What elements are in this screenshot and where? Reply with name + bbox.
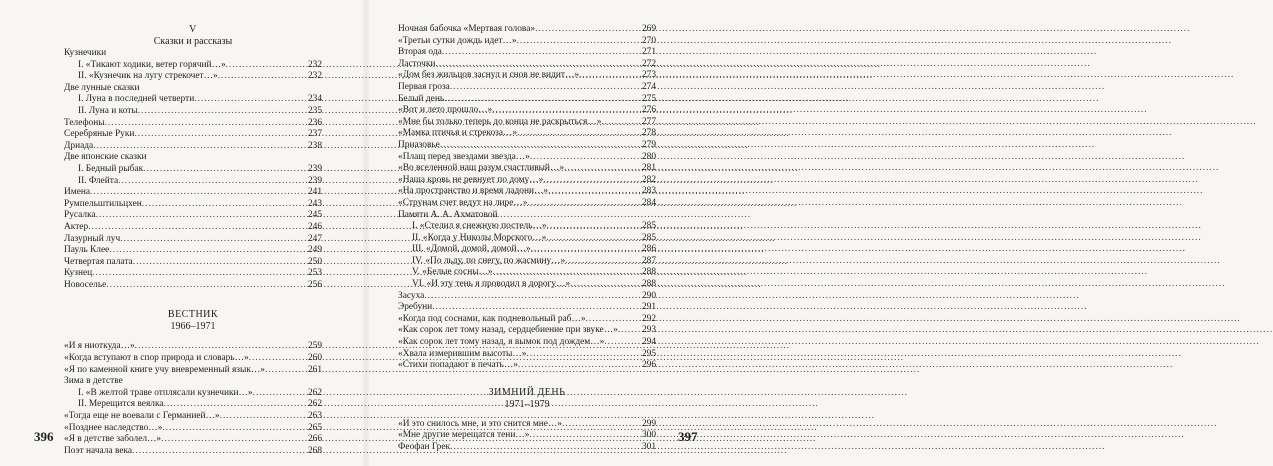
section-title: ВЕСТНИК — [167, 309, 219, 321]
dot-leader — [93, 141, 308, 153]
dot-leader — [531, 244, 642, 256]
toc-entry-title: Русалка — [64, 210, 96, 221]
dot-leader — [527, 198, 641, 210]
toc-entry — [64, 71, 322, 83]
dot-leader — [432, 302, 642, 314]
toc-entry — [398, 291, 656, 303]
dot-leader — [90, 187, 308, 199]
left-page — [64, 24, 322, 457]
toc-entry — [398, 24, 656, 36]
toc-entry-title: I. «В желтой траве отплясали кузнечики…» — [78, 387, 253, 398]
toc-entry-title: Зима в детстве — [64, 376, 123, 387]
toc-entry — [64, 341, 322, 353]
dot-leader — [162, 423, 308, 435]
toc-entry-title: Телефоны — [64, 117, 105, 128]
toc-entry — [398, 152, 656, 164]
toc-entry-page: 301 — [641, 442, 656, 452]
toc-entry-title: «Наша кровь не ревнует по дому…» — [398, 174, 544, 185]
section-years: 1966–1971 — [170, 321, 216, 333]
toc-entry-title: Имена — [64, 187, 91, 198]
toc-entry — [398, 94, 656, 106]
toc-entry-title: «Я в детстве заболел…» — [64, 434, 162, 445]
dot-leader — [105, 118, 308, 130]
toc-entry-page: 269 — [641, 24, 656, 34]
toc-group-heading — [398, 210, 656, 222]
toc-entry — [64, 399, 322, 411]
dot-leader — [543, 175, 642, 187]
toc-entry-title: Лазурный луч — [64, 233, 121, 244]
toc-entry-page: 278 — [641, 128, 656, 139]
toc-entry-page: 275 — [641, 93, 656, 104]
dot-leader — [547, 221, 642, 233]
toc-entry-title: Ночная бабочка «Мертвая голова» — [398, 24, 536, 34]
toc-entry-title: «Тогда еще не воевали с Германией…» — [64, 411, 220, 422]
toc-entry-title: II. «Когда у Николы Морского…» — [412, 232, 547, 243]
toc-list-vestnik — [64, 341, 322, 457]
toc-entry-page: 300 — [641, 430, 656, 441]
toc-entry — [398, 36, 656, 48]
dot-leader — [450, 442, 642, 454]
toc-entry-title: Две японские сказки — [64, 152, 147, 163]
toc-entry-page: 265 — [307, 422, 322, 433]
dot-leader — [517, 128, 642, 140]
toc-entry-page: 277 — [641, 116, 656, 127]
toc-entry-title: I. «Стелил я снежную постель…» — [412, 221, 547, 232]
dot-leader — [194, 94, 308, 106]
toc-entry-page: 234 — [307, 94, 322, 105]
toc-entry — [398, 314, 656, 326]
toc-list-fairy-tales — [64, 48, 322, 291]
toc-entry — [398, 337, 656, 349]
dot-leader — [493, 267, 642, 279]
toc-entry-title: «Мне другие мерещатся тени…» — [398, 430, 530, 441]
toc-entry-page: 279 — [641, 139, 656, 150]
dot-leader — [138, 106, 308, 118]
toc-entry — [398, 233, 656, 245]
toc-entry — [398, 360, 656, 372]
toc-entry-page: 276 — [641, 105, 656, 116]
toc-entry-page: 243 — [307, 198, 322, 209]
toc-entry-page: 261 — [307, 364, 322, 375]
dot-leader — [579, 70, 642, 82]
toc-entry-title: «Как сорок лет тому назад, я вымок под дождем…» — [398, 337, 605, 348]
toc-entry-title: Засуха — [398, 290, 425, 301]
dot-leader — [517, 36, 642, 48]
toc-entry-title: VI. «И эту тень я проводил в дорогу…» — [412, 279, 571, 290]
dot-leader — [164, 399, 308, 411]
toc-entry-title: «Мне бы только теперь до конца не раскрыться…» — [398, 116, 602, 127]
toc-entry-title: «Плащ перед звездами звезда…» — [398, 151, 530, 162]
dot-leader — [570, 279, 642, 291]
toc-entry — [64, 199, 322, 211]
toc-entry — [398, 128, 656, 140]
toc-list-winter-day — [398, 419, 656, 454]
toc-entry-title: I. Луна в последней четверти — [78, 94, 195, 105]
toc-entry-title: Белый день — [398, 93, 445, 104]
dot-leader — [530, 152, 642, 164]
toc-entry-title: Серебряные Руки — [64, 129, 135, 140]
dot-leader — [526, 349, 642, 361]
toc-entry-title: «Когда вступают в спор природа и словарь…» — [64, 353, 249, 364]
toc-entry-title: Кузнечики — [64, 48, 107, 58]
toc-entry-page: 286 — [641, 244, 656, 255]
toc-entry — [64, 365, 322, 377]
toc-entry — [64, 353, 322, 365]
toc-entry-title: «Хвала измерившим высоты…» — [398, 348, 527, 359]
toc-entry-title: «Третьи сутки дождь идет…» — [398, 35, 517, 46]
dot-leader — [142, 199, 308, 211]
toc-entry-page: 266 — [307, 434, 322, 445]
toc-entry-title: «На пространство и время ладони…» — [398, 186, 549, 197]
toc-entry-page: 296 — [641, 360, 656, 371]
toc-entry — [398, 430, 656, 442]
toc-entry-page: 256 — [307, 279, 322, 290]
toc-entry-title: «Я по каменной книге учу вневременный язык…» — [64, 364, 265, 375]
toc-entry-title: Эребуни — [398, 302, 433, 313]
dot-leader — [133, 257, 308, 269]
section-numeral: V — [189, 24, 197, 35]
toc-group-heading — [64, 152, 322, 164]
toc-entry-page: 288 — [641, 267, 656, 278]
toc-entry-page: 285 — [641, 221, 656, 232]
toc-entry-page: 295 — [641, 348, 656, 359]
section-years: 1971–1979 — [504, 398, 550, 410]
toc-entry — [398, 163, 656, 175]
toc-group-heading — [64, 48, 322, 60]
dot-leader — [96, 210, 308, 222]
toc-entry-page: 294 — [641, 337, 656, 348]
toc-entry-page: 236 — [307, 117, 322, 128]
toc-entry — [64, 411, 322, 423]
toc-entry — [398, 117, 656, 129]
toc-entry — [64, 94, 322, 106]
toc-entry-title: Румпельштильцхен — [64, 198, 142, 209]
dot-leader — [444, 94, 642, 106]
toc-entry-title: «Стихи попадают в печать…» — [398, 360, 518, 371]
toc-entry-title: IV. «По льду, по снегу, по жасмину…» — [412, 255, 566, 266]
toc-entry-page: 237 — [307, 129, 322, 140]
toc-entry — [64, 222, 322, 234]
toc-entry — [64, 164, 322, 176]
toc-entry — [64, 129, 322, 141]
toc-entry-title: «И это снилось мне, и это снится мне…» — [398, 418, 562, 429]
toc-entry-page: 260 — [307, 353, 322, 364]
toc-entry-page: 281 — [641, 163, 656, 174]
section-heading-vestnik — [64, 309, 322, 333]
toc-entry-title: Четвертая палата — [64, 256, 133, 267]
toc-entry-page: 246 — [307, 221, 322, 232]
toc-entry — [398, 442, 656, 454]
toc-list-continued — [398, 24, 656, 372]
toc-entry — [64, 257, 322, 269]
toc-entry-page: 263 — [307, 411, 322, 422]
toc-entry — [398, 186, 656, 198]
dot-leader — [562, 419, 642, 431]
toc-entry-page: 235 — [307, 105, 322, 116]
dot-leader — [529, 430, 642, 442]
toc-entry — [398, 198, 656, 210]
toc-entry-page: 247 — [307, 233, 322, 244]
dot-leader — [161, 434, 308, 446]
toc-entry-page: 232 — [307, 71, 322, 82]
toc-entry — [398, 325, 656, 337]
dot-leader — [249, 353, 308, 365]
toc-entry-page: 292 — [641, 313, 656, 324]
toc-entry — [64, 234, 322, 246]
toc-entry-title: Пауль Клее — [64, 245, 110, 256]
toc-entry — [398, 70, 656, 82]
toc-entry — [64, 106, 322, 118]
toc-entry-page: 299 — [641, 418, 656, 429]
toc-entry-page: 250 — [307, 256, 322, 267]
toc-entry-page: 232 — [307, 59, 322, 70]
toc-entry-title: «Дом без жильцов заснул и снов не видит…» — [398, 70, 580, 81]
dot-leader — [535, 24, 642, 36]
toc-entry-title: V. «Белые сосны…» — [412, 267, 493, 278]
toc-entry-title: Вторая ода — [398, 47, 442, 58]
toc-entry-title: II. «Кузнечик на лугу стрекочет…» — [78, 71, 218, 82]
toc-entry-title: «Струнам счет ведут на лире…» — [398, 197, 528, 208]
toc-entry-title: «И я ниоткуда…» — [64, 341, 135, 352]
toc-entry-title: II. Флейта — [78, 175, 119, 186]
toc-entry — [64, 118, 322, 130]
toc-entry-title: III. «Домой, домой, домой…» — [412, 244, 531, 255]
toc-entry-title: «Когда под соснами, как подневольный раб…» — [398, 313, 586, 324]
toc-entry — [398, 221, 656, 233]
toc-entry-page: 291 — [641, 302, 656, 313]
toc-entry — [64, 176, 322, 188]
toc-entry — [398, 82, 656, 94]
dot-leader — [92, 268, 308, 280]
toc-entry-page: 241 — [307, 187, 322, 198]
toc-entry — [398, 105, 656, 117]
toc-entry-title: «Как сорок лет тому назад, сердцебиение при звуке…» — [398, 325, 618, 336]
toc-entry-title: Приазовье — [398, 139, 440, 150]
dot-leader — [109, 245, 308, 257]
toc-entry-page: 262 — [307, 399, 322, 410]
page-number-left: 396 — [34, 429, 54, 444]
toc-entry — [64, 280, 322, 292]
toc-entry-title: I. «Тикают ходики, ветер горячий…» — [78, 59, 226, 70]
toc-entry-page: 283 — [641, 186, 656, 197]
toc-entry — [64, 187, 322, 199]
toc-entry-title: «Вот и лето прошло…» — [398, 105, 493, 116]
toc-entry-page: 288 — [641, 279, 656, 290]
toc-entry-title: Первая гроза — [398, 81, 450, 92]
toc-group-heading — [64, 376, 322, 388]
toc-entry-page: 290 — [641, 290, 656, 301]
toc-entry — [64, 423, 322, 435]
dot-leader — [604, 337, 642, 349]
toc-entry-page: 238 — [307, 140, 322, 151]
toc-entry-page: 285 — [641, 232, 656, 243]
toc-entry-title: I. Бедный рыбак — [78, 163, 144, 174]
section-title: Сказки и рассказы — [153, 36, 233, 47]
toc-entry-page: 293 — [641, 325, 656, 336]
dot-leader — [435, 59, 642, 71]
dot-leader — [442, 47, 642, 59]
toc-entry-title: Памяти А. А. Ахматовой — [398, 209, 498, 220]
toc-entry-title: II. Луна и коты — [78, 105, 138, 116]
toc-entry — [398, 279, 656, 291]
toc-entry — [398, 419, 656, 431]
toc-entry — [398, 140, 656, 152]
toc-entry-page: 253 — [307, 268, 322, 279]
dot-leader — [143, 164, 308, 176]
dot-leader — [618, 325, 642, 337]
toc-entry-page: 272 — [641, 58, 656, 69]
section-title: ЗИМНИЙ ДЕНЬ — [488, 386, 566, 398]
toc-entry — [398, 244, 656, 256]
toc-entry-page: 270 — [641, 35, 656, 46]
section-heading-winter-day — [398, 387, 656, 411]
toc-entry-title: Ласточки — [398, 58, 436, 69]
toc-entry — [398, 47, 656, 59]
dot-leader — [440, 140, 642, 152]
dot-leader — [220, 411, 308, 423]
toc-entry-title: Дриада — [64, 140, 94, 151]
dot-leader — [565, 256, 642, 268]
right-page — [398, 24, 656, 454]
toc-entry-title: Новоселье — [64, 279, 107, 290]
dot-leader — [492, 105, 642, 117]
toc-entry-title: «Во вселенной наш разум счастливый…» — [398, 163, 565, 174]
section-heading-fairy-tales — [64, 24, 322, 48]
dot-leader — [548, 186, 642, 198]
dot-leader — [265, 365, 308, 377]
toc-entry-page: 262 — [307, 387, 322, 398]
dot-leader — [226, 60, 308, 72]
dot-leader — [450, 82, 642, 94]
toc-entry — [64, 434, 322, 446]
toc-entry — [64, 388, 322, 400]
toc-entry-title: Кузнец — [64, 268, 93, 279]
toc-entry — [398, 256, 656, 268]
toc-entry — [398, 267, 656, 279]
dot-leader — [586, 314, 642, 326]
dot-leader — [253, 388, 308, 400]
dot-leader — [601, 117, 642, 129]
toc-entry-page: 239 — [307, 175, 322, 186]
toc-entry — [64, 141, 322, 153]
toc-entry-page: 245 — [307, 210, 322, 221]
toc-entry-title: «Мамка птичья и стрекоза…» — [398, 128, 518, 139]
dot-leader — [118, 176, 308, 188]
dot-leader — [424, 291, 642, 303]
dot-leader — [120, 234, 308, 246]
dot-leader — [564, 163, 642, 175]
toc-entry-page: 249 — [307, 245, 322, 256]
toc-entry — [64, 60, 322, 72]
toc-entry — [398, 59, 656, 71]
dot-leader — [518, 360, 642, 372]
toc-entry-title: «Позднее наследство…» — [64, 422, 163, 433]
toc-entry — [64, 446, 322, 458]
toc-entry — [64, 245, 322, 257]
dot-leader — [546, 233, 642, 245]
toc-entry-page: 271 — [641, 47, 656, 58]
toc-entry-page: 268 — [307, 445, 322, 456]
dot-leader — [218, 71, 308, 83]
toc-entry — [398, 349, 656, 361]
dot-leader — [135, 341, 308, 353]
toc-entry — [398, 302, 656, 314]
toc-entry-title: Поэт начала века — [64, 445, 133, 456]
toc-entry-page: 239 — [307, 163, 322, 174]
toc-entry — [64, 268, 322, 280]
toc-entry-title: Актер — [64, 221, 89, 232]
toc-entry — [64, 210, 322, 222]
page-number-right: 397 — [678, 429, 698, 444]
dot-leader — [88, 222, 308, 234]
toc-entry-page: 259 — [307, 341, 322, 352]
toc-entry-title: II. Мерещится веялка — [78, 399, 164, 410]
dot-leader — [132, 446, 308, 458]
toc-entry-page: 282 — [641, 174, 656, 185]
dot-leader — [106, 280, 308, 292]
toc-entry-page: 280 — [641, 151, 656, 162]
toc-entry-page: 274 — [641, 81, 656, 92]
toc-entry-title: Феофан Грек — [398, 442, 451, 452]
toc-entry — [398, 175, 656, 187]
toc-entry-page: 284 — [641, 197, 656, 208]
toc-entry-page: 273 — [641, 70, 656, 81]
dot-leader — [134, 129, 307, 141]
toc-entry-page: 287 — [641, 255, 656, 266]
toc-group-heading — [64, 83, 322, 95]
toc-entry-title: Две лунные сказки — [64, 82, 140, 93]
